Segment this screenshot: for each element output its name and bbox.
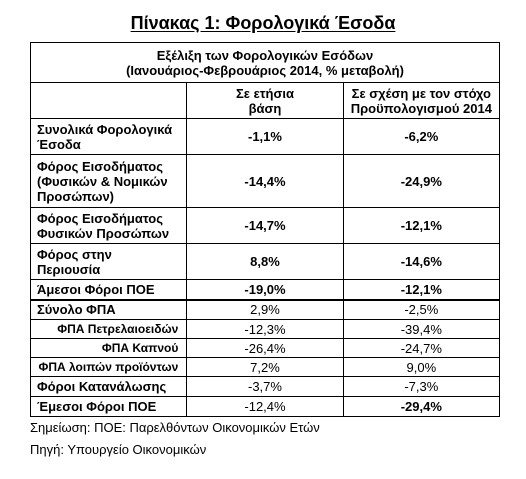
budget-target-change-value: -14,6% xyxy=(343,244,499,280)
annual-change-value: -1,1% xyxy=(187,119,343,155)
row-label-line: Σύνολο ΦΠΑ xyxy=(37,302,116,318)
row-label-line: Περιουσία xyxy=(37,261,101,277)
tax-revenue-table xyxy=(30,42,500,417)
row-label-line: Προσώπων) xyxy=(37,188,115,204)
row-label-line: Άμεσοι Φόροι ΠΟΕ xyxy=(37,281,155,297)
row-label-line: Φόρος στην xyxy=(37,246,112,262)
budget-target-change-value: -24,9% xyxy=(343,155,499,208)
row-label-line: Έσοδα xyxy=(37,136,81,152)
table-row xyxy=(31,300,500,320)
row-label xyxy=(31,208,187,244)
row-label-line: Φυσικών Προσώπων xyxy=(37,225,170,241)
budget-target-change-value: 9,0% xyxy=(343,358,499,377)
table-row xyxy=(31,320,500,339)
row-label xyxy=(31,320,187,339)
annual-change-value: 2,9% xyxy=(187,300,343,320)
annual-change-value: -14,4% xyxy=(187,155,343,208)
row-label xyxy=(31,397,187,417)
column-header-annual-line1: Σε ετήσια xyxy=(235,85,294,101)
column-header-annual xyxy=(187,83,343,119)
table-row xyxy=(31,119,500,155)
budget-target-change-value: -12,1% xyxy=(343,280,499,300)
table-row xyxy=(31,339,500,358)
row-label xyxy=(31,119,187,155)
column-header-budget-target xyxy=(343,83,499,119)
column-header-budget-line2: Προϋπολογισμού 2014 xyxy=(350,100,492,116)
annual-change-value: -14,7% xyxy=(187,208,343,244)
table-row xyxy=(31,208,500,244)
table-row xyxy=(31,155,500,208)
table-header-line1: Εξέλιξη των Φορολογικών Εσόδων xyxy=(156,47,374,63)
annual-change-value: -26,4% xyxy=(187,339,343,358)
table-row xyxy=(31,377,500,397)
row-label-line: Φόροι Κατανάλωσης xyxy=(37,379,167,394)
row-label xyxy=(31,358,187,377)
column-header-annual-line2: βάση xyxy=(248,100,282,116)
budget-target-change-value: -6,2% xyxy=(343,119,499,155)
row-label-line: Φόρος Εισοδήματος xyxy=(37,210,163,226)
table-row xyxy=(31,397,500,417)
table-header-line2: (Ιανουάριος-Φεβρουάριος 2014, % μεταβολή) xyxy=(126,62,404,78)
table-header xyxy=(31,43,500,83)
row-label-line: (Φυσικών & Νομικών xyxy=(37,173,168,189)
budget-target-change-value: -39,4% xyxy=(343,320,499,339)
table-row xyxy=(31,358,500,377)
budget-target-change-value: -7,3% xyxy=(343,377,499,397)
row-label xyxy=(31,155,187,208)
table-row xyxy=(31,280,500,300)
budget-target-change-value: -24,7% xyxy=(343,339,499,358)
annual-change-value: 8,8% xyxy=(187,244,343,280)
annual-change-value: -3,7% xyxy=(187,377,343,397)
row-label-line: Συνολικά Φορολογικά xyxy=(37,121,173,137)
header-empty-cell xyxy=(31,83,187,119)
table-row xyxy=(31,244,500,280)
column-header-budget-line1: Σε σχέση με τον στόχο xyxy=(351,85,491,101)
annual-change-value: -12,3% xyxy=(187,320,343,339)
row-label xyxy=(31,339,187,358)
source-note: Πηγή: Υπουργείο Οικονομικών xyxy=(30,442,207,457)
row-label xyxy=(31,377,187,397)
row-label-line: Έμεσοι Φόροι ΠΟΕ xyxy=(37,399,157,414)
budget-target-change-value: -2,5% xyxy=(343,300,499,320)
row-label xyxy=(31,280,187,300)
row-label xyxy=(31,300,187,320)
annual-change-value: -12,4% xyxy=(187,397,343,417)
row-label-line: ΦΠΑ λοιπών προϊόντων xyxy=(38,359,179,374)
row-label xyxy=(31,244,187,280)
document-title: Πίνακας 1: Φορολογικά Έσοδα xyxy=(130,13,396,33)
budget-target-change-value: -29,4% xyxy=(343,397,499,417)
annual-change-value: 7,2% xyxy=(187,358,343,377)
annual-change-value: -19,0% xyxy=(187,280,343,300)
row-label-line: ΦΠΑ Καπνού xyxy=(101,340,179,355)
row-label-line: Φόρος Εισοδήματος xyxy=(37,158,163,174)
footnote: Σημείωση: ΠΟΕ: Παρελθόντων Οικονομικών Ετών xyxy=(30,420,320,435)
row-label-line: ΦΠΑ Πετρελαιοειδών xyxy=(57,321,179,336)
budget-target-change-value: -12,1% xyxy=(343,208,499,244)
